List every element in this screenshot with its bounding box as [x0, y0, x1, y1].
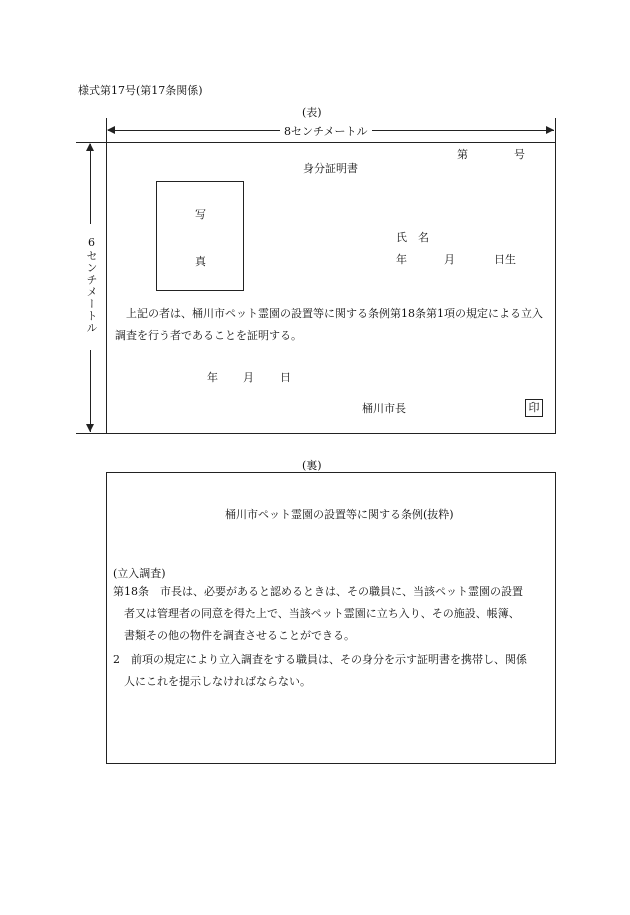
- back-side-label: (裏): [302, 459, 322, 472]
- height-dim-line-top: [90, 144, 91, 224]
- card-title: 身分証明書: [303, 162, 358, 175]
- article-line-3: 書類その他の物件を調査させることができる。: [124, 629, 355, 642]
- number-prefix: 第: [457, 148, 468, 161]
- height-dim-label: 6センチメートル: [85, 236, 98, 334]
- issue-year-label: 年: [207, 371, 218, 384]
- height-dim-top-arrow-icon: [86, 143, 94, 151]
- seal-stamp: 印: [525, 399, 543, 417]
- photo-char-2: 真: [195, 255, 206, 268]
- birth-month-label: 月: [444, 253, 455, 266]
- back-card: [106, 472, 556, 764]
- width-dim-left-arrow-icon: [107, 126, 115, 134]
- front-card: [106, 142, 556, 434]
- height-dim-bottom-arrow-icon: [86, 424, 94, 432]
- width-dim-right-tick: [555, 118, 556, 142]
- birth-day-label: 日生: [494, 253, 516, 266]
- number-suffix: 号: [514, 148, 525, 161]
- para2-line-1: 2 前項の規定により立入調査をする職員は、その身分を示す証明書を携帯し、関係: [113, 653, 527, 666]
- form-header: 様式第17号(第17条関係): [78, 84, 203, 97]
- height-dim-bottom-tick: [76, 433, 106, 434]
- back-heading: (立入調査): [113, 567, 166, 580]
- front-side-label: (表): [302, 106, 322, 119]
- width-dim-label: 8センチメートル: [280, 123, 372, 139]
- height-dim-line-bottom: [90, 350, 91, 432]
- article-line-1: 第18条 市長は、必要があると認めるときは、その職員に、当該ペット霊園の設置: [113, 585, 523, 598]
- para2-line-2: 人にこれを提示しなければならない。: [124, 675, 311, 688]
- issue-month-label: 月: [243, 371, 254, 384]
- photo-box: [156, 181, 244, 291]
- name-label: 氏 名: [396, 231, 429, 244]
- issue-day-label: 日: [280, 371, 291, 384]
- article-line-2: 者又は管理者の同意を得た上で、当該ペット霊園に立ち入り、その施設、帳簿、: [124, 607, 520, 620]
- issuer-label: 桶川市長: [362, 402, 406, 415]
- certification-text: 上記の者は、桶川市ペット霊園の設置等に関する条例第18条第1項の規定による立入調査を行う者であることを証明する。: [115, 307, 543, 342]
- birth-year-label: 年: [396, 253, 407, 266]
- photo-char-1: 写: [195, 208, 206, 221]
- width-dim-right-arrow-icon: [546, 126, 554, 134]
- back-title: 桶川市ペット霊園の設置等に関する条例(抜粋): [225, 508, 454, 521]
